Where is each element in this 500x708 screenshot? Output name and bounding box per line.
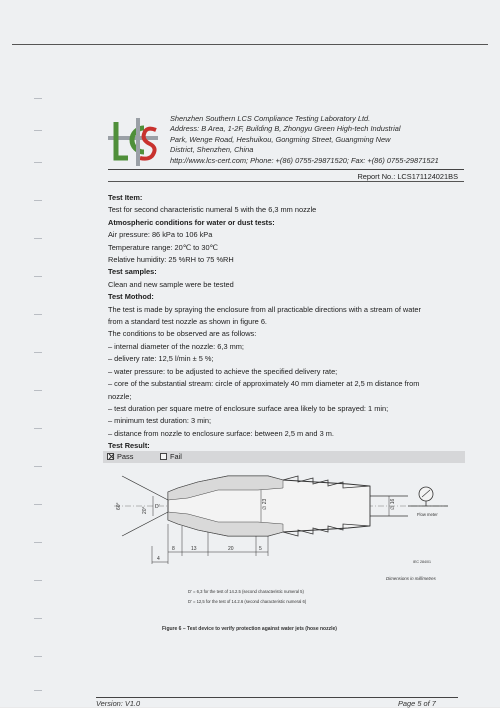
pass-label: Pass bbox=[117, 452, 134, 461]
nozzle-figure bbox=[108, 466, 464, 636]
method-line: The test is made by spraying the enclosure from all practicable directions with a stream of water bbox=[108, 304, 422, 314]
result-heading: Test Result: bbox=[108, 441, 150, 451]
fail-label: Fail bbox=[170, 452, 182, 461]
fail-checkbox[interactable] bbox=[160, 453, 167, 460]
dia-label: ∅ 23 bbox=[262, 498, 268, 510]
lab-line: Address: B Area, 1-2F, Building B, Zhongyu Green High-tech Industrial bbox=[170, 124, 401, 134]
method-line: nozzle; bbox=[108, 391, 132, 401]
dim-label: 4 bbox=[157, 556, 160, 562]
report-number: Report No.: LCS171124021BS bbox=[357, 172, 458, 181]
method-line: – test duration per square metre of enclosure surface area likely to be sprayed: 1 min; bbox=[108, 403, 389, 413]
flow-meter-icon bbox=[419, 487, 433, 501]
footer-rule bbox=[96, 697, 458, 698]
test-item-text: Test for second characteristic numeral 5 with the 6,3 mm nozzle bbox=[108, 205, 317, 215]
temperature-range: Temperature range: 20℃ to 30℃ bbox=[108, 242, 218, 252]
method-line: – distance from nozzle to enclosure surface: between 2,5 m and 3 m. bbox=[108, 428, 334, 438]
method-line: – core of the substantial stream: circle of approximately 40 mm diameter at 2,5 m distance from bbox=[108, 379, 420, 389]
method-line: The conditions to be observed are as follows: bbox=[108, 329, 257, 339]
test-content bbox=[108, 192, 464, 453]
lcs-logo-icon bbox=[106, 118, 160, 166]
method-heading: Test Mothod: bbox=[108, 292, 154, 302]
d-note: D' = 6,3 for the test of 14.2.5 (second characteristic numeral 5) bbox=[188, 589, 304, 594]
method-line: from a standard test nozzle as shown in figure 6. bbox=[108, 317, 267, 327]
pass-checkbox[interactable] bbox=[107, 453, 114, 460]
dim-label: 8 bbox=[172, 546, 175, 552]
angle-label: 60° bbox=[116, 502, 122, 510]
test-result-bar bbox=[103, 451, 465, 463]
lab-line: Park, Wenge Road, Heshuikou, Gongming Street, Guangming New bbox=[170, 134, 391, 144]
header-rule bbox=[108, 169, 464, 170]
lab-address-block bbox=[170, 114, 439, 166]
footer-version: Version: V1.0 bbox=[96, 699, 141, 708]
lab-line: Shenzhen Southern LCS Compliance Testing Laboratory Ltd. bbox=[170, 114, 371, 123]
lab-contact-line: http://www.lcs-cert.com; Phone: +(86) 0755-29871520; Fax: +(86) 0755-29871521 bbox=[170, 155, 439, 165]
dia-label: ∅ 16 bbox=[390, 498, 396, 510]
air-pressure: Air pressure: 86 kPa to 106 kPa bbox=[108, 230, 213, 240]
test-item-heading: Test Item: bbox=[108, 193, 143, 202]
d-note: D' = 12,5 for the test of 14.2.6 (second characteristic numeral 6) bbox=[188, 599, 307, 604]
dimensions-note: Dimensions in millimetres bbox=[386, 576, 436, 581]
samples-text: Clean and new sample were be tested bbox=[108, 279, 234, 289]
method-line: – water pressure: to be adjusted to achieve the specified delivery rate; bbox=[108, 366, 338, 376]
atmospheric-heading: Atmospheric conditions for water or dust tests: bbox=[108, 217, 275, 227]
method-line: – delivery rate: 12,5 l/min ± 5 %; bbox=[108, 354, 214, 364]
dim-label: 5 bbox=[259, 546, 262, 552]
report-rule bbox=[108, 181, 464, 182]
angle-label-2: 20° bbox=[142, 506, 148, 514]
footer-page-number: Page 5 of 7 bbox=[398, 699, 436, 708]
dim-label: 20 bbox=[228, 546, 234, 552]
relative-humidity: Relative humidity: 25 %RH to 75 %RH bbox=[108, 255, 234, 265]
flow-meter-label: Flow meter bbox=[417, 512, 438, 517]
lab-header bbox=[106, 114, 466, 170]
samples-heading: Test samples: bbox=[108, 267, 157, 277]
dia-label: D' bbox=[155, 504, 160, 510]
dim-label: 13 bbox=[191, 546, 197, 552]
lab-line: District, Shenzhen, China bbox=[170, 145, 254, 155]
top-rule bbox=[12, 44, 488, 45]
method-line: – minimum test duration: 3 min; bbox=[108, 416, 212, 426]
figure-caption: Figure 6 – Test device to verify protection against water jets (hose nozzle) bbox=[162, 626, 337, 632]
method-line: – internal diameter of the nozzle: 6,3 mm; bbox=[108, 341, 244, 351]
iec-reference: IEC 284/01 bbox=[413, 560, 431, 564]
